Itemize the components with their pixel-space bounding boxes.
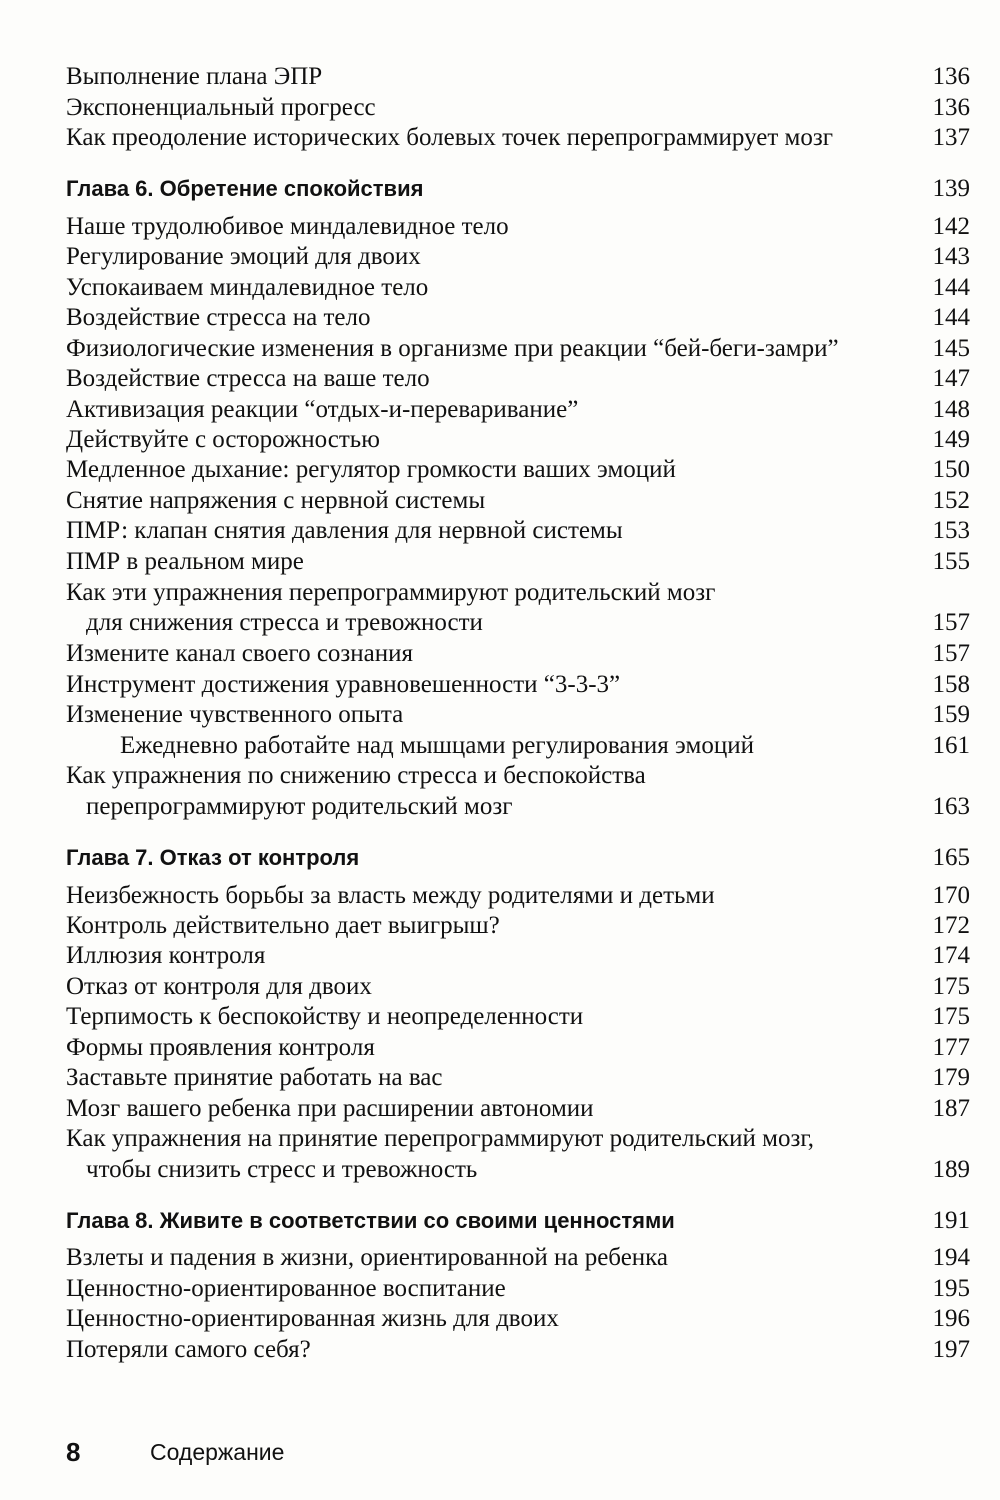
page-ref: 175 — [932, 973, 970, 1000]
toc-entry — [0, 1033, 1000, 1063]
page-ref: 170 — [932, 882, 970, 909]
entry-title: Регулирование эмоций для двоих — [66, 243, 421, 270]
toc-entry — [0, 761, 1000, 791]
toc-entry — [0, 1094, 1000, 1124]
page-ref: 139 — [932, 175, 970, 202]
page-ref: 194 — [932, 1244, 970, 1271]
page-ref: 157 — [932, 609, 970, 636]
page-ref: 136 — [932, 63, 970, 90]
page-ref: 152 — [932, 487, 970, 514]
entry-title: Медленное дыхание: регулятор громкости ваших эмоций — [66, 456, 676, 483]
entry-title: ПМР в реальном мире — [66, 548, 304, 575]
toc-entry — [0, 1274, 1000, 1304]
page-ref: 159 — [932, 701, 970, 728]
page-ref: 147 — [932, 365, 970, 392]
entry-title: Воздействие стресса на тело — [66, 304, 371, 331]
toc-entry — [0, 395, 1000, 425]
page-ref: 142 — [932, 213, 970, 240]
page-ref: 145 — [932, 335, 970, 362]
page-ref: 163 — [932, 793, 970, 820]
entry-title: Как преодоление исторических болевых точек перепрограммирует мозг — [66, 124, 833, 151]
entry-title: Заставьте принятие работать на вас — [66, 1064, 443, 1091]
entry-title: для снижения стресса и тревожности — [86, 609, 483, 636]
toc-entry — [0, 731, 1000, 761]
entry-title: Иллюзия контроля — [66, 942, 266, 969]
page-ref: 179 — [932, 1064, 970, 1091]
running-header-label: Содержание — [150, 1439, 285, 1465]
toc-entry — [0, 425, 1000, 455]
page-ref: 144 — [932, 304, 970, 331]
toc-entry — [0, 303, 1000, 333]
page-ref: 197 — [932, 1336, 970, 1363]
page-ref: 143 — [932, 243, 970, 270]
toc-entry — [0, 941, 1000, 971]
chapter-title: Глава 6. Обретение спокойствия — [66, 176, 424, 201]
entry-title: Контроль действительно дает выигрыш? — [66, 912, 500, 939]
entry-title: Изменение чувственного опыта — [66, 701, 404, 728]
toc-chapter-entry — [0, 843, 1000, 873]
entry-title: Терпимость к беспокойству и неопределенности — [66, 1003, 584, 1030]
toc-entry — [0, 608, 1000, 638]
page-ref: 191 — [932, 1207, 970, 1234]
entry-title: Экспоненциальный прогресс — [66, 94, 376, 121]
page-ref: 157 — [932, 640, 970, 667]
chapter-title: Глава 7. Отказ от контроля — [66, 845, 360, 870]
entry-title: Ценностно-ориентированное воспитание — [66, 1275, 506, 1302]
page-ref: 165 — [932, 844, 970, 871]
entry-title: Как эти упражнения перепрограммируют родительский мозг — [66, 579, 716, 606]
entry-title: Наше трудолюбивое миндалевидное тело — [66, 213, 509, 240]
entry-title: Инструмент достижения уравновешенности “3-3-3” — [66, 671, 621, 698]
page-number: 8 — [66, 1437, 81, 1467]
toc-entry — [0, 93, 1000, 123]
entry-title: Отказ от контроля для двоих — [66, 973, 372, 1000]
toc-entry — [0, 1002, 1000, 1032]
page-ref: 174 — [932, 942, 970, 969]
toc-entry — [0, 242, 1000, 272]
toc-entry — [0, 881, 1000, 911]
toc-entry — [0, 516, 1000, 546]
toc-entry — [0, 670, 1000, 700]
page-ref: 148 — [932, 396, 970, 423]
page-ref: 196 — [932, 1305, 970, 1332]
toc-entry — [0, 1243, 1000, 1273]
page-ref: 136 — [932, 94, 970, 121]
entry-title: Успокаиваем миндалевидное тело — [66, 274, 429, 301]
page-ref: 155 — [932, 548, 970, 575]
toc-entry — [0, 123, 1000, 153]
page-ref: 189 — [932, 1156, 970, 1183]
toc-entry — [0, 972, 1000, 1002]
toc-entry — [0, 1304, 1000, 1334]
page-ref: 172 — [932, 912, 970, 939]
toc-entry — [0, 486, 1000, 516]
toc-entry — [0, 455, 1000, 485]
page-ref: 161 — [932, 732, 970, 759]
page-ref: 150 — [932, 456, 970, 483]
entry-title: Активизация реакции “отдых-и-переваривание” — [66, 396, 579, 423]
entry-title: Неизбежность борьбы за власть между родителями и детьми — [66, 882, 715, 909]
toc-entry — [0, 639, 1000, 669]
entry-title: чтобы снизить стресс и тревожность — [86, 1156, 478, 1183]
toc-entry — [0, 547, 1000, 577]
toc-entry — [0, 212, 1000, 242]
entry-title: Ежедневно работайте над мышцами регулирования эмоций — [120, 732, 754, 759]
toc-entry — [0, 364, 1000, 394]
entry-title: перепрограммируют родительский мозг — [86, 793, 513, 820]
page-ref: 195 — [932, 1275, 970, 1302]
page-ref: 175 — [932, 1003, 970, 1030]
toc-entry — [0, 1124, 1000, 1154]
toc-entry — [0, 911, 1000, 941]
page-ref: 153 — [932, 517, 970, 544]
page-ref: 158 — [932, 671, 970, 698]
chapter-title: Глава 8. Живите в соответствии со своими ценностями — [66, 1208, 675, 1233]
toc-chapter-entry — [0, 1206, 1000, 1236]
entry-title: Физиологические изменения в организме при реакции “бей-беги-замри” — [66, 335, 839, 362]
entry-title: Как упражнения на принятие перепрограммируют родительский мозг, — [66, 1125, 814, 1152]
page-ref: 149 — [932, 426, 970, 453]
entry-title: Измените канал своего сознания — [66, 640, 414, 667]
page-ref: 144 — [932, 274, 970, 301]
entry-title: Воздействие стресса на ваше тело — [66, 365, 430, 392]
toc-entry — [0, 1335, 1000, 1365]
entry-title: Как упражнения по снижению стресса и беспокойства — [66, 762, 646, 789]
page-footer — [0, 1436, 1000, 1468]
toc-entry — [0, 1063, 1000, 1093]
entry-title: Выполнение плана ЭПР — [66, 63, 323, 90]
page-ref: 177 — [932, 1034, 970, 1061]
toc-entry — [0, 334, 1000, 364]
entry-title: Формы проявления контроля — [66, 1034, 375, 1061]
entry-title: Ценностно-ориентированная жизнь для двоих — [66, 1305, 559, 1332]
page-ref: 137 — [932, 124, 970, 151]
entry-title: Потеряли самого себя? — [66, 1336, 311, 1363]
toc-chapter-entry — [0, 174, 1000, 204]
toc-entry — [0, 792, 1000, 822]
toc-entry — [0, 700, 1000, 730]
toc-entry — [0, 273, 1000, 303]
entry-title: Взлеты и падения в жизни, ориентированной на ребенка — [66, 1244, 669, 1271]
toc-entry — [0, 1155, 1000, 1185]
toc-entry — [0, 578, 1000, 608]
entry-title: Действуйте с осторожностью — [66, 426, 380, 453]
entry-title: Мозг вашего ребенка при расширении автономии — [66, 1095, 594, 1122]
toc-entry — [0, 62, 1000, 92]
page-ref: 187 — [932, 1095, 970, 1122]
entry-title: ПМР: клапан снятия давления для нервной системы — [66, 517, 623, 544]
entry-title: Снятие напряжения с нервной системы — [66, 487, 486, 514]
